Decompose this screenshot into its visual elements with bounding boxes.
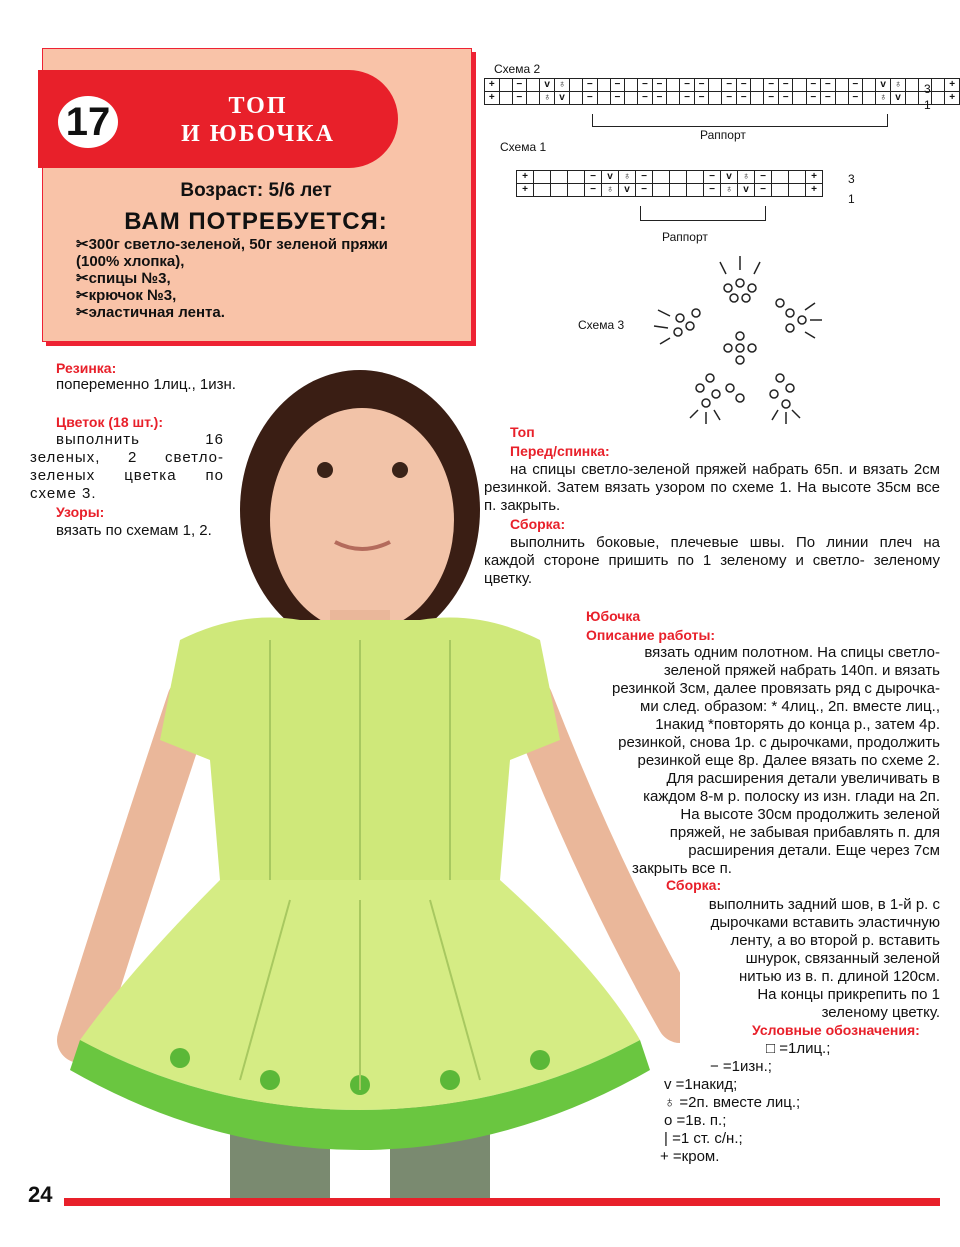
skirt-line: 1накид *повторять до конца р., затем 4р. xyxy=(655,716,940,733)
chart-cell: − xyxy=(755,184,772,197)
chart-cell: − xyxy=(848,79,863,92)
title-line1: ТОП xyxy=(228,93,288,119)
assembly-line: выполнить задний шов, в 1-й р. с xyxy=(708,896,940,913)
chart-cell: − xyxy=(722,92,737,105)
chart-cell: ♁ xyxy=(619,171,636,184)
chart-cell xyxy=(667,92,680,105)
schema1-grid xyxy=(516,170,823,197)
assembly-line: ленту, а во второй р. вставить xyxy=(730,932,940,949)
skirt-line: закрыть все п. xyxy=(632,860,732,877)
schema1-row1-label: 1 xyxy=(848,192,855,206)
chart-cell: ♁ xyxy=(721,184,738,197)
patterns-heading: Узоры: xyxy=(56,504,105,520)
skirt-line: ми след. образом: * 4лиц., 2п. вместе лиц., xyxy=(640,698,940,715)
chart-cell: + xyxy=(485,92,500,105)
chart-cell xyxy=(534,171,551,184)
chart-cell xyxy=(527,92,540,105)
chart-cell xyxy=(863,79,876,92)
chart-cell xyxy=(905,92,918,105)
chart-cell xyxy=(667,79,680,92)
legend-item: | =1 ст. с/н.; xyxy=(664,1130,743,1147)
chart-cell: ♁ xyxy=(738,171,755,184)
chart-cell: − xyxy=(610,79,625,92)
chart-cell: − xyxy=(704,184,721,197)
top-assembly-heading: Сборка: xyxy=(510,516,566,532)
legend-item: v =1накид; xyxy=(664,1076,738,1093)
chart-cell xyxy=(793,92,806,105)
skirt-description-heading: Описание работы: xyxy=(586,627,716,643)
chart-cell xyxy=(789,184,806,197)
chart-cell xyxy=(905,79,918,92)
chart-cell xyxy=(709,79,722,92)
chart-cell xyxy=(568,184,585,197)
skirt-line: каждом 8-м р. полоску из изн. глади на 2п. xyxy=(643,788,940,805)
skirt-line: резинкой 3см, далее провязать ряд с дырочка- xyxy=(612,680,940,697)
chart-cell: − xyxy=(585,171,602,184)
skirt-line: резинкой, снова 1р. с дырочками, продолжить xyxy=(618,734,940,751)
chart-cell: − xyxy=(583,79,598,92)
schema2-grid xyxy=(484,78,960,105)
flower-text: выполнить 16 зеленых, 2 светло-зеленых цветка по схеме 3. xyxy=(30,431,224,502)
chart-cell: + xyxy=(945,92,960,105)
skirt-line: расширения детали. Еще через 7см xyxy=(688,842,940,859)
chart-cell xyxy=(670,184,687,197)
skirt-assembly-heading: Сборка: xyxy=(666,877,722,893)
chart-cell xyxy=(551,171,568,184)
chart-cell: ♁ xyxy=(891,79,906,92)
chart-cell xyxy=(597,79,610,92)
legend-item: − =1изн.; xyxy=(710,1058,772,1075)
skirt-heading: Юбочка xyxy=(586,608,641,624)
chart-cell: − xyxy=(806,92,821,105)
chart-cell: − xyxy=(652,92,667,105)
chart-cell xyxy=(670,171,687,184)
assembly-line: шнурок, связанный зеленой xyxy=(745,950,940,967)
chart-cell xyxy=(597,92,610,105)
chart-cell xyxy=(687,171,704,184)
skirt-line: пряжей, не забывая прибавлять п. для xyxy=(669,824,940,841)
skirt-line: На высоте 30см продолжить зеленой xyxy=(680,806,940,823)
chart-cell: − xyxy=(610,92,625,105)
chart-cell: v xyxy=(555,92,570,105)
material-3: ✂спицы №3, xyxy=(76,270,171,287)
page-number: 24 xyxy=(28,1182,53,1207)
schema2-label: Схема 2 xyxy=(494,62,541,76)
chart-cell xyxy=(789,171,806,184)
skirt-line: вязать одним полотном. На спицы светло- xyxy=(644,644,940,661)
chart-cell xyxy=(709,92,722,105)
chart-cell: − xyxy=(778,79,793,92)
chart-cell xyxy=(751,79,764,92)
chart-cell xyxy=(772,171,789,184)
legend-item: □ =1лиц.; xyxy=(766,1040,831,1057)
chart-cell xyxy=(527,79,540,92)
top-heading: Топ xyxy=(510,424,535,440)
chart-cell: − xyxy=(694,92,709,105)
schema2-row3-label: 3 xyxy=(924,82,931,96)
flower-heading: Цветок (18 шт.): xyxy=(56,414,164,430)
top-assembly-text: выполнить боковые, плечевые швы. По линии плеч на каждой стороне пришить по 1 зеленому и светло- зеленому цветку. xyxy=(484,534,940,587)
chart-cell: − xyxy=(636,171,653,184)
schema3-label: Схема 3 xyxy=(578,318,625,332)
chart-cell xyxy=(534,184,551,197)
chart-cell: v xyxy=(738,184,755,197)
chart-cell: ♁ xyxy=(876,92,891,105)
assembly-line: На концы прикрепить по 1 xyxy=(757,986,940,1003)
materials-title: ВАМ ПОТРЕБУЕТСЯ: xyxy=(124,208,388,235)
schema1-rapport: Раппорт xyxy=(662,230,708,244)
chart-cell xyxy=(932,92,945,105)
chart-cell xyxy=(625,79,638,92)
page-title xyxy=(148,92,368,148)
chart-cell: − xyxy=(764,92,779,105)
chart-cell: + xyxy=(517,184,534,197)
chart-cell: − xyxy=(778,92,793,105)
title-line2: И ЮБОЧКА xyxy=(181,121,335,147)
pattern-number: 17 xyxy=(58,96,118,148)
chart-cell: − xyxy=(638,92,653,105)
legend-item: + =кром. xyxy=(660,1148,720,1165)
chart-cell: + xyxy=(517,171,534,184)
schema2-rapport: Раппорт xyxy=(700,128,746,142)
material-1: ✂300г светло-зеленой, 50г зеленой пряжи xyxy=(76,236,388,253)
chart-cell: v xyxy=(540,79,555,92)
material-4: ✂крючок №3, xyxy=(76,287,177,304)
chart-cell: − xyxy=(512,79,527,92)
material-5: ✂эластичная лента. xyxy=(76,304,225,321)
assembly-line: зеленому цветку. xyxy=(821,1004,940,1021)
chart-cell xyxy=(793,79,806,92)
legend-item: ♁ =2п. вместе лиц.; xyxy=(664,1094,801,1111)
chart-cell: v xyxy=(891,92,906,105)
rib-heading: Резинка: xyxy=(56,360,117,376)
chart-cell xyxy=(569,92,582,105)
chart-cell xyxy=(863,92,876,105)
chart-cell xyxy=(835,92,848,105)
chart-cell xyxy=(499,92,512,105)
chart-cell: − xyxy=(694,79,709,92)
chart-cell xyxy=(569,79,582,92)
chart-cell: v xyxy=(619,184,636,197)
skirt-description xyxy=(540,644,940,878)
chart-cell: v xyxy=(602,171,619,184)
schema2-rapport-bracket xyxy=(592,114,888,127)
schema1-label: Схема 1 xyxy=(500,140,547,154)
chart-cell xyxy=(687,184,704,197)
chart-cell xyxy=(751,92,764,105)
footer-bar xyxy=(64,1198,940,1206)
schema3-diagram xyxy=(640,248,840,428)
chart-cell xyxy=(653,171,670,184)
chart-cell: − xyxy=(848,92,863,105)
chart-cell: − xyxy=(722,79,737,92)
skirt-line: резинкой еще 8р. Далее вязать по схеме 2. xyxy=(637,752,940,769)
rib-text: попеременно 1лиц., 1изн. xyxy=(56,376,236,393)
chart-cell: + xyxy=(485,79,500,92)
chart-cell xyxy=(835,79,848,92)
chart-cell xyxy=(568,171,585,184)
chart-cell: + xyxy=(806,184,823,197)
chart-cell xyxy=(625,92,638,105)
chart-cell: − xyxy=(806,79,821,92)
legend-heading: Условные обозначения: xyxy=(752,1022,920,1038)
chart-cell: − xyxy=(704,171,721,184)
chart-cell xyxy=(499,79,512,92)
assembly-line: нитью из в. п. длиной 120см. xyxy=(738,968,940,985)
chart-cell: − xyxy=(585,184,602,197)
skirt-assembly xyxy=(600,896,940,1022)
chart-cell xyxy=(932,79,945,92)
schema1-row3-label: 3 xyxy=(848,172,855,186)
patterns-text: вязать по схемам 1, 2. xyxy=(56,522,212,539)
chart-cell xyxy=(551,184,568,197)
chart-cell: v xyxy=(721,171,738,184)
chart-cell: − xyxy=(736,79,751,92)
chart-cell: − xyxy=(764,79,779,92)
assembly-line: дырочками вставить эластичную xyxy=(710,914,940,931)
chart-cell: − xyxy=(638,79,653,92)
chart-cell: + xyxy=(806,171,823,184)
chart-cell: + xyxy=(945,79,960,92)
schema2-row1-label: 1 xyxy=(924,98,931,112)
chart-cell: − xyxy=(821,92,836,105)
legend-item: o =1в. п.; xyxy=(664,1112,727,1129)
chart-cell: − xyxy=(680,79,695,92)
chart-cell: − xyxy=(755,171,772,184)
front-back-text: на спицы светло-зеленой пряжей набрать 65п. и вязать 2см резинкой. Затем вязать узором по схеме 1. На высоте 35см все п. закрыть. xyxy=(484,461,940,514)
chart-cell: − xyxy=(583,92,598,105)
chart-cell: − xyxy=(821,79,836,92)
chart-cell: − xyxy=(512,92,527,105)
material-2: (100% хлопка), xyxy=(76,253,185,270)
chart-cell xyxy=(772,184,789,197)
chart-cell: ♁ xyxy=(602,184,619,197)
chart-cell: − xyxy=(636,184,653,197)
front-back-heading: Перед/спинка: xyxy=(510,443,610,459)
chart-cell: − xyxy=(736,92,751,105)
chart-cell: ♁ xyxy=(555,79,570,92)
chart-cell xyxy=(653,184,670,197)
chart-cell: − xyxy=(680,92,695,105)
age-label: Возраст: 5/6 лет xyxy=(180,180,332,201)
skirt-line: зеленой пряжей набрать 140п. и вязать xyxy=(663,662,940,679)
skirt-line: Для расширения детали увеличивать в xyxy=(666,770,940,787)
chart-cell: v xyxy=(876,79,891,92)
chart-cell: ♁ xyxy=(540,92,555,105)
schema1-rapport-bracket xyxy=(640,206,766,221)
chart-cell: − xyxy=(652,79,667,92)
